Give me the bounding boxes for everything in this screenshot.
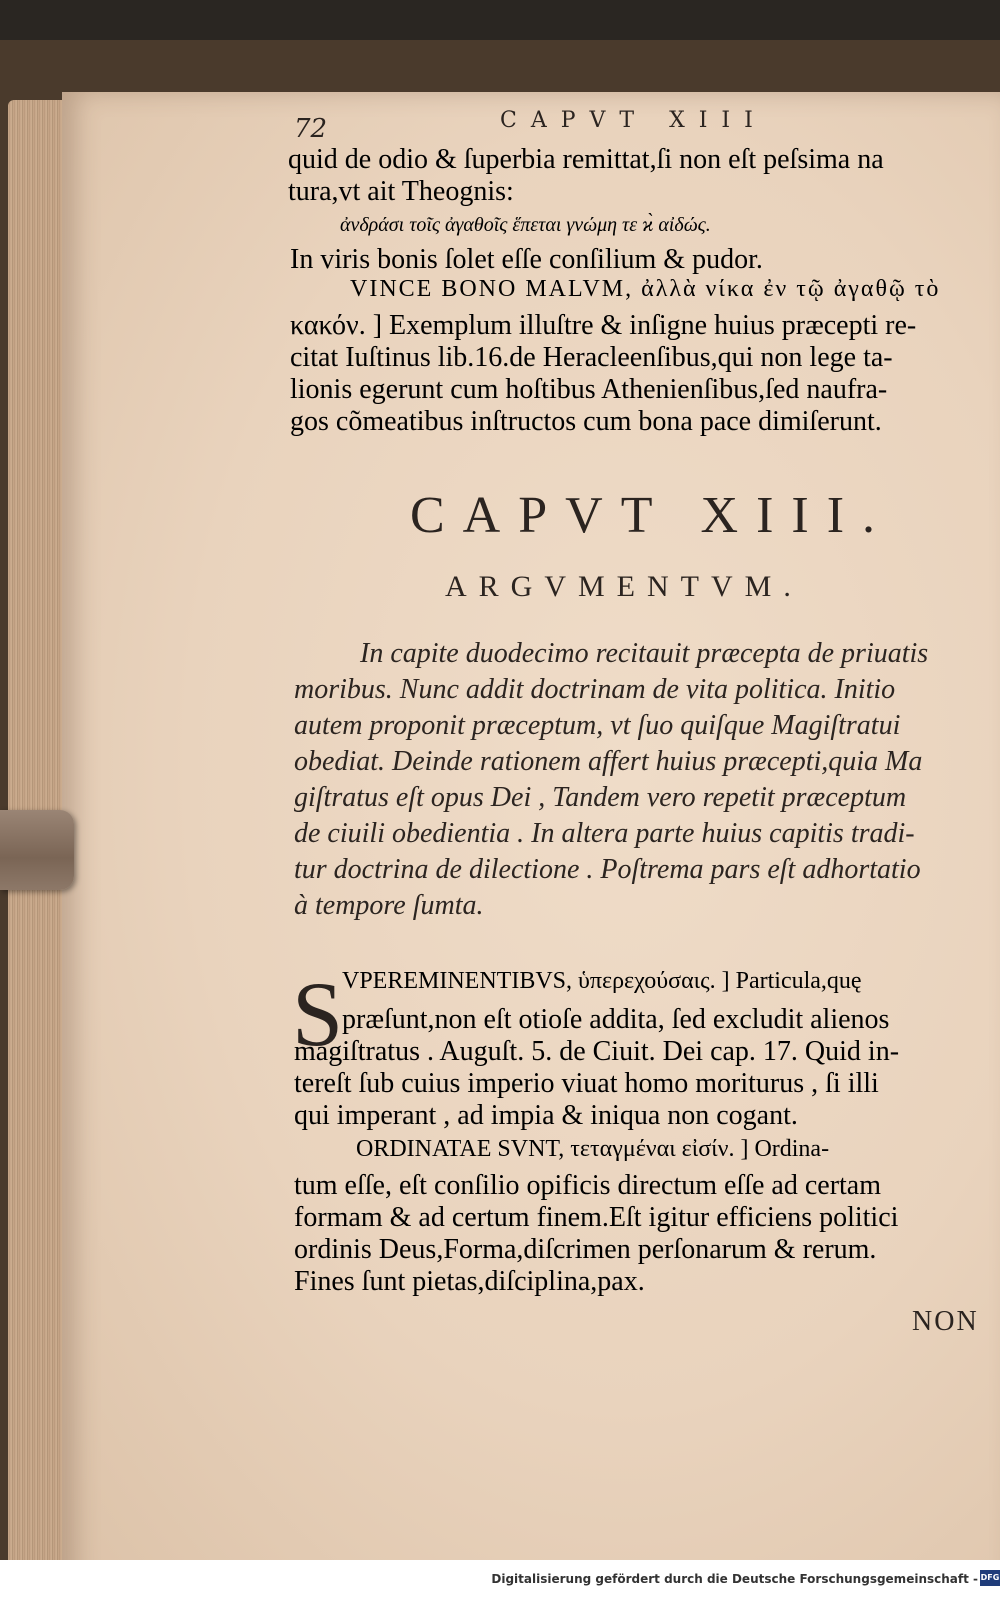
catchword: NON <box>912 1306 979 1337</box>
footer-bar <box>0 1560 1000 1600</box>
footer-credit: Digitalisierung gefördert durch die Deutsche Forschungsgemeinschaft - <box>491 1572 978 1586</box>
argumentum-line: obediat. Deinde rationem affert huius præcepti,quia Ma <box>294 746 923 777</box>
text-line: Fines ſunt pietas,diſciplina,pax. <box>294 1266 645 1297</box>
argumentum-line: de ciuili obedientia . In altera parte huius capitis tradi- <box>294 818 915 849</box>
text-line: ordinis Deus,Forma,diſcrimen perſonarum & rerum. <box>294 1234 877 1265</box>
text-line: lionis egerunt cum hoſtibus Athenienſibus,ſed naufra- <box>290 374 888 405</box>
text-line: formam & ad certum finem.Eſt igitur efficiens politici <box>294 1202 899 1233</box>
text-line: tereſt ſub cuius imperio viuat homo moriturus , ſi illi <box>294 1068 879 1099</box>
running-head: CAPVT XIII <box>500 108 767 133</box>
text-line: præſunt,non eſt otioſe addita, ſed excludit alienos <box>342 1004 890 1035</box>
text-line: magiſtratus . Auguſt. 5. de Ciuit. Dei cap. 17. Quid in- <box>294 1036 900 1067</box>
text-line: κακόν. ] Exemplum illuſtre & inſigne huius præcepti re- <box>290 310 917 341</box>
argumentum-line: In capite duodecimo recitauit præcepta de priuatis <box>360 638 929 669</box>
argumentum-line: à tempore ſumta. <box>294 890 484 921</box>
argumentum-line: autem proponit præceptum, vt ſuo quiſque Magiſtratui <box>294 710 901 741</box>
argumentum-heading: ARGVMENTVM. <box>445 570 803 603</box>
argumentum-line: tur doctrina de dilectione . Poſtrema pars eſt adhortatio <box>294 854 921 885</box>
text-line: VPEREMINENTIBVS, ὑπερεχούσαις. ] Particula,quę <box>342 968 862 994</box>
greek-quote: ἀνδράσι τοῖς ἀγαθοῖς ἕπεται γνώμη τε ϰ̀ αἰδώς. <box>340 214 711 236</box>
page-number: 72 <box>294 114 328 144</box>
text-line: tum eſſe, eſt conſilio opificis directum eſſe ad certam <box>294 1170 882 1201</box>
text-line: In viris bonis ſolet eſſe conſilium & pudor. <box>290 244 763 275</box>
lemma-line: VINCE BONO MALVM, ἀλλὰ νίκα ἐν τῷ ἀγαθῷ τὸ <box>350 276 941 302</box>
chapter-title: CAPVT XIII. <box>410 487 894 544</box>
lemma-line: ORDINATAE SVNT, τεταγμέναι εἰσίν. ] Ordina- <box>356 1136 830 1162</box>
text-line: citat Iuſtinus lib.16.de Heracleenſibus,qui non lege ta- <box>290 342 893 373</box>
argumentum-line: moribus. Nunc addit doctrinam de vita politica. Initio <box>294 674 896 705</box>
dfg-logo-icon: DFG <box>980 1570 1000 1586</box>
text-line: qui imperant , ad impia & iniqua non cogant. <box>294 1100 798 1131</box>
argumentum-line: giſtratus eſt opus Dei , Tandem vero repetit præceptum <box>294 782 907 813</box>
drop-cap: S <box>292 963 344 1065</box>
book-clasp <box>0 810 74 890</box>
text-line: gos cõmeatibus inſtructos cum bona pace dimiſerunt. <box>290 406 882 437</box>
text-line: tura,vt ait Theognis: <box>288 176 514 207</box>
text-line: quid de odio & ſuperbia remittat,ſi non eſt peſsima na <box>288 144 884 175</box>
